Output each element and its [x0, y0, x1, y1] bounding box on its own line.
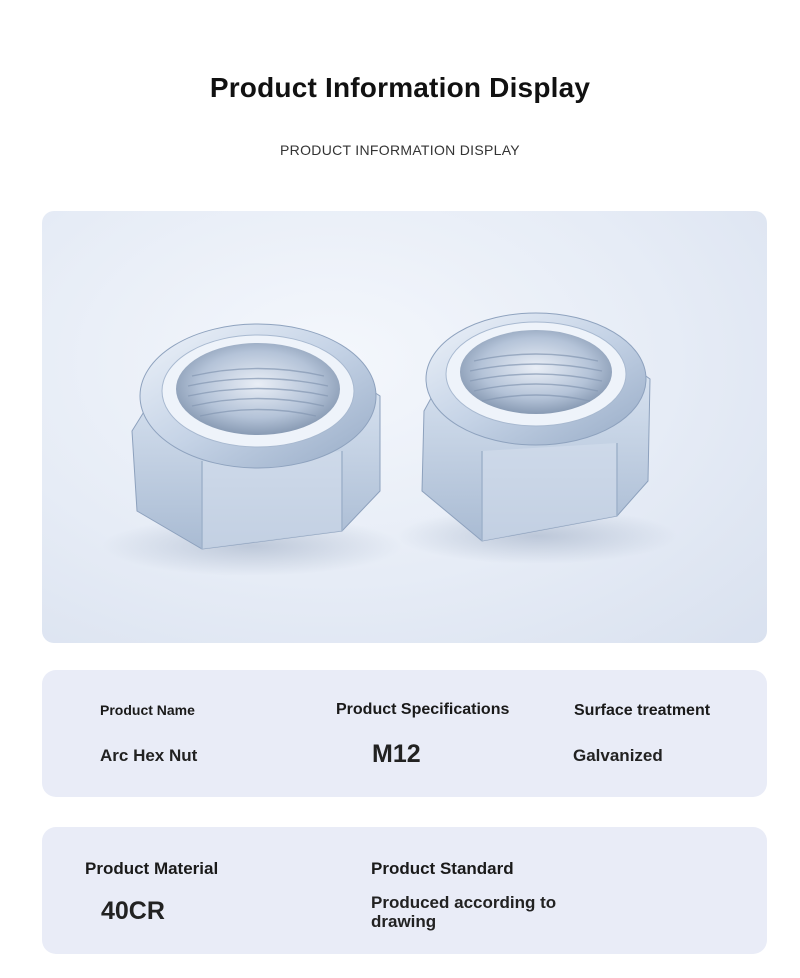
product-material-value: 40CR	[101, 897, 165, 925]
page-title: Product Information Display	[209, 72, 591, 103]
product-standard-value: Produced according to drawing	[371, 893, 557, 931]
surface-treatment-label: Surface treatment	[574, 702, 711, 719]
product-standard-label: Product Standard	[371, 859, 514, 878]
product-spec-value: M12	[372, 740, 421, 768]
surface-treatment-value: Galvanized	[573, 746, 663, 765]
spec-panel-bottom	[42, 827, 767, 954]
product-spec-label: Product Specifications	[336, 701, 510, 718]
hex-nuts-illustration	[42, 211, 767, 643]
right-nut	[397, 313, 677, 564]
product-material-label: Product Material	[85, 859, 219, 878]
product-name-label: Product Name	[100, 702, 195, 718]
product-photo	[42, 211, 767, 643]
spec-panel-top	[42, 670, 767, 797]
product-name-value: Arc Hex Nut	[100, 746, 198, 765]
left-nut	[102, 324, 402, 576]
page-subtitle: PRODUCT INFORMATION DISPLAY	[280, 142, 520, 158]
